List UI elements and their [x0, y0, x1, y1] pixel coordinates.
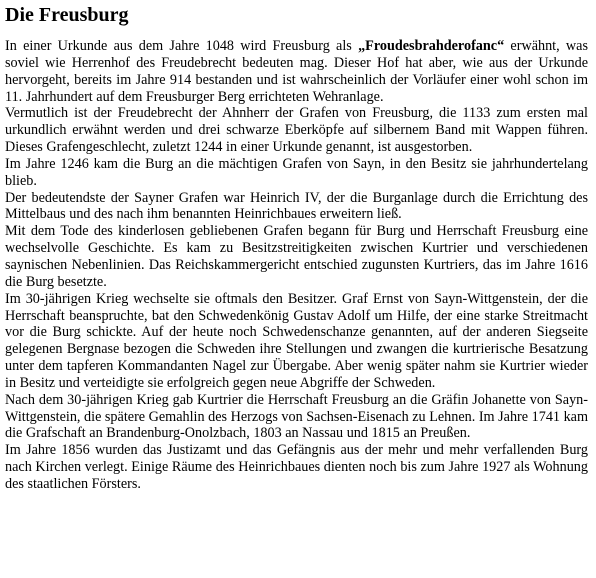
paragraph-text: erwähnt, was soviel wie Herrenhof des Freudebrecht bedeuten mag. Dieser Hof hat aber, wie aus der Urkunde hervorgeht, bereits im Jahre 914 bestanden und ist wahrscheinlich der Vorläufer einer wohl schon im 11. Jahrhundert auf dem Freusburger Berg errichteten Wehranlage.	[5, 38, 588, 105]
paragraph	[5, 156, 588, 190]
document-body	[5, 38, 588, 493]
paragraph	[5, 392, 588, 443]
paragraph-text: Vermutlich ist der Freudebrecht der Ahnherr der Grafen von Freusburg, die 1133 zum ersten mal urkundlich erwähnt werden und drei schwarze Eberköpfe auf silbernem Band mit Wappen führen. Dieses Grafengeschlecht, zuletzt 1244 in einer Urkunde genannt, ist ausgestorben.	[5, 105, 588, 156]
bold-term: „Froudesbrahderofanc“	[358, 38, 505, 54]
paragraph-text: Nach dem 30-jährigen Krieg gab Kurtrier die Herrschaft Freusburg an die Gräfin Johanette von Sayn-Wittgenstein, die spätere Gemahlin des Herzogs von Sachsen-Eisenach zu Lehnen. Im Jahre 1741 kam die Grafschaft an Brandenburg-Onolzbach, 1803 an Nassau und 1815 an Preußen.	[5, 391, 588, 442]
paragraph	[5, 291, 588, 392]
paragraph	[5, 190, 588, 224]
paragraph-text: Im Jahre 1856 wurden das Justizamt und das Gefängnis aus der mehr und mehr verfallenden Burg nach Kirchen verlegt. Einige Räume des Heinrichbaues dienten noch bis zum Jahre 1927 als Wohnung des staatlichen Försters.	[5, 442, 588, 492]
paragraph	[5, 223, 588, 290]
paragraph	[5, 38, 588, 105]
paragraph	[5, 442, 588, 493]
paragraph-text: Der bedeutendste der Sayner Grafen war Heinrich IV, der die Burganlage durch die Errichtung des Mittelbaus und des nach ihm benannten Heinrichbaues erweitern ließ.	[5, 189, 588, 223]
paragraph-text: Im 30-jährigen Krieg wechselte sie oftmals den Besitzer. Graf Ernst von Sayn-Wittgenstein, der die Herrschaft beanspruchte, bat den Schwedenkönig Gustav Adolf um Hilfe, der eine starke Streitmacht vor die Burg schickte. Auf der heute noch Schwedenschanze genannten, auf der anderen Siegseite gelegenen Bergnase bezogen die Schweden ihre Stellungen und zwangen die kurtrierische Besatzung unter dem tapferen Kommandanten Nagel zur Übergabe. Aber wenig später nahm sie Kurtrier wieder in Besitz und verteidigte sie erfolgreich gegen neue Abgriffe der Schweden.	[5, 290, 588, 391]
document-title: Die Freusburg	[5, 4, 129, 26]
paragraph-text: Mit dem Tode des kinderlosen gebliebenen Grafen begann für Burg und Herrschaft Freusburg eine wechselvolle Geschichte. Es kam zu Besitzstreitigkeiten zwischen Kurtrier und verschiedenen saynischen Nebenlinien. Das Reichskammergericht entschied zugunsten Kurtriers, das im Jahre 1616 die Burg besetzte.	[5, 223, 588, 290]
paragraph-text: Im Jahre 1246 kam die Burg an die mächtigen Grafen von Sayn, in den Besitz sie jahrhundertelang blieb.	[5, 155, 588, 189]
paragraph	[5, 105, 588, 156]
paragraph-text: In einer Urkunde aus dem Jahre 1048 wird Freusburg als	[5, 38, 359, 54]
